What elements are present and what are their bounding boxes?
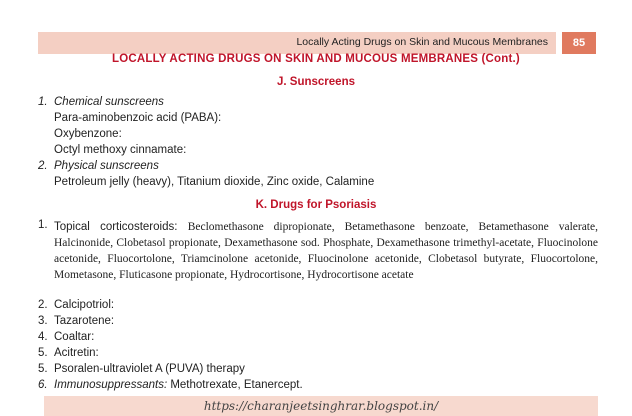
list-item: Acitretin:	[54, 347, 99, 359]
section-title-psoriasis: K. Drugs for Psoriasis	[255, 199, 377, 211]
list-item: Para-aminobenzoic acid (PABA):	[54, 112, 222, 124]
list-item-immunosuppressants	[54, 379, 303, 391]
list-item: Tazarotene:	[54, 315, 115, 327]
list-number: 6.	[38, 379, 48, 391]
list-number: 1.	[38, 219, 48, 231]
immunosuppressants-text: Methotrexate, Etanercept.	[167, 379, 303, 391]
list-number: 4.	[38, 331, 48, 343]
list-item: Petroleum jelly (heavy), Titanium dioxide, Zinc oxide, Calamine	[54, 176, 375, 188]
list-heading-chemical: Chemical sunscreens	[54, 96, 164, 108]
footer-bar	[44, 396, 598, 416]
list-item: Oxybenzone:	[54, 128, 122, 140]
running-title: Locally Acting Drugs on Skin and Mucous Membranes	[296, 36, 548, 48]
list-number: 1.	[38, 96, 48, 108]
list-item: Octyl methoxy cinnamate:	[54, 144, 187, 156]
page-number: 85	[562, 32, 596, 54]
blog-url: https://charanjeetsinghrar.blogspot.in/	[203, 399, 439, 413]
list-number: 5.	[38, 347, 48, 359]
list-item: Psoralen-ultraviolet A (PUVA) therapy	[54, 363, 245, 375]
list-item: Calcipotriol:	[54, 299, 115, 311]
section-title-sunscreens: J. Sunscreens	[277, 76, 355, 88]
list-number: 2.	[38, 160, 48, 172]
list-number: 3.	[38, 315, 48, 327]
header-bar	[38, 32, 556, 54]
list-number: 5.	[38, 363, 48, 375]
page-title: LOCALLY ACTING DRUGS ON SKIN AND MUCOUS MEMBRANES (Cont.)	[112, 53, 520, 65]
list-heading-physical: Physical sunscreens	[54, 160, 159, 172]
corticosteroids-label: Topical corticosteroids:	[54, 221, 188, 233]
corticosteroids-list: Beclomethasone dipropionate, Betamethasone benzoate, Betamethasone valerate, Halcinonide, Clobetasol propionate, Dexamethasone sod. Phosphate, Dexamethasone trimethyl-acetate, Fluocinolone acetonide, Fluocortolone, Triamcinolone acetonide, Fluocinolone acetonide, Clobetasol butyrate, Fluocortolone, Mometasone, Fluticasone propionate, Hydrocortisone, Hydrocortisone acetate	[54, 221, 598, 281]
list-number: 2.	[38, 299, 48, 311]
list-item: Coaltar:	[54, 331, 95, 343]
corticosteroids-paragraph	[54, 219, 598, 283]
immunosuppressants-label: Immunosuppressants:	[54, 379, 168, 391]
